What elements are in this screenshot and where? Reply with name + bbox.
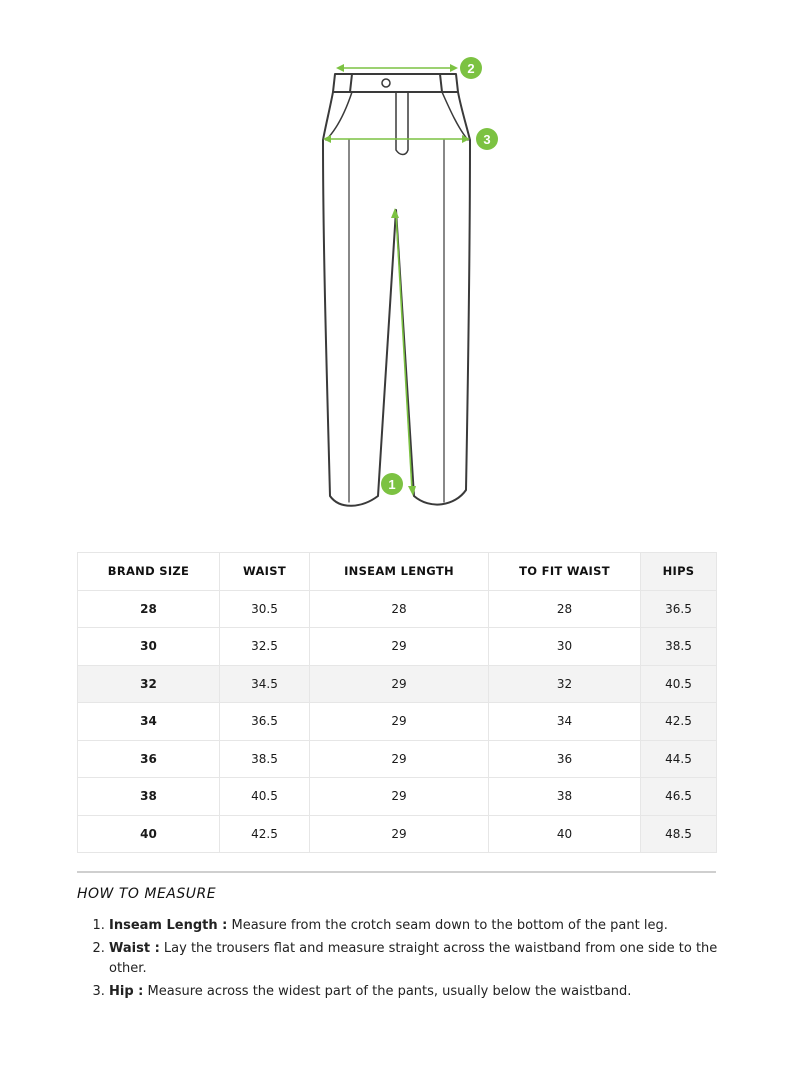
pants-measurement-diagram	[300, 50, 520, 520]
how-to-measure-title: HOW TO MEASURE	[77, 886, 217, 902]
table-row	[78, 740, 717, 778]
cell-brand-size: 32	[78, 665, 220, 703]
section-divider	[77, 871, 716, 873]
list-item-waist	[109, 939, 748, 979]
cell-hips: 44.5	[641, 740, 717, 778]
table-row	[78, 628, 717, 666]
desc-hip: Measure across the widest part of the pants, usually below the waistband.	[143, 984, 632, 999]
pants-outline	[323, 92, 470, 506]
cell-fit-waist: 32	[489, 665, 641, 703]
marker-1	[381, 473, 403, 495]
cell-hips: 38.5	[641, 628, 717, 666]
cell-hips: 46.5	[641, 778, 717, 816]
term-waist: Waist :	[109, 941, 160, 956]
table-row	[78, 778, 717, 816]
term-inseam: Inseam Length :	[109, 918, 228, 933]
table-header-row	[78, 553, 717, 591]
svg-text:3: 3	[483, 132, 491, 147]
cell-hips: 48.5	[641, 815, 717, 853]
cell-brand-size: 36	[78, 740, 220, 778]
cell-waist: 32.5	[220, 628, 310, 666]
cell-waist: 40.5	[220, 778, 310, 816]
marker-2	[460, 57, 482, 79]
cell-inseam: 29	[310, 703, 489, 741]
cell-hips: 42.5	[641, 703, 717, 741]
cell-inseam: 29	[310, 628, 489, 666]
cell-inseam: 29	[310, 665, 489, 703]
cell-waist: 36.5	[220, 703, 310, 741]
cell-hips: 36.5	[641, 590, 717, 628]
list-item-hip	[109, 982, 748, 1002]
cell-brand-size: 34	[78, 703, 220, 741]
table-row	[78, 665, 717, 703]
table-row	[78, 815, 717, 853]
size-chart-table	[77, 552, 717, 853]
cell-inseam: 29	[310, 740, 489, 778]
header-to-fit-waist: TO FIT WAIST	[489, 553, 641, 591]
cell-inseam: 29	[310, 778, 489, 816]
marker-3	[476, 128, 498, 150]
header-waist: WAIST	[220, 553, 310, 591]
cell-hips: 40.5	[641, 665, 717, 703]
cell-waist: 34.5	[220, 665, 310, 703]
cell-fit-waist: 40	[489, 815, 641, 853]
term-hip: Hip :	[109, 984, 144, 999]
cell-waist: 38.5	[220, 740, 310, 778]
cell-fit-waist: 38	[489, 778, 641, 816]
list-item-inseam	[109, 916, 748, 936]
cell-waist: 42.5	[220, 815, 310, 853]
cell-fit-waist: 34	[489, 703, 641, 741]
cell-fit-waist: 30	[489, 628, 641, 666]
cell-inseam: 29	[310, 815, 489, 853]
cell-brand-size: 28	[78, 590, 220, 628]
svg-text:1: 1	[388, 477, 396, 492]
header-inseam-length: INSEAM LENGTH	[310, 553, 489, 591]
desc-inseam: Measure from the crotch seam down to the bottom of the pant leg.	[227, 918, 668, 933]
inseam-arrow	[396, 214, 412, 490]
cell-brand-size: 40	[78, 815, 220, 853]
desc-waist: Lay the trousers flat and measure straight across the waistband from one side to the other.	[109, 941, 718, 976]
cell-brand-size: 38	[78, 778, 220, 816]
table-row	[78, 703, 717, 741]
cell-inseam: 28	[310, 590, 489, 628]
cell-waist: 30.5	[220, 590, 310, 628]
header-hips: HIPS	[641, 553, 717, 591]
cell-fit-waist: 36	[489, 740, 641, 778]
cell-fit-waist: 28	[489, 590, 641, 628]
cell-brand-size: 30	[78, 628, 220, 666]
how-to-measure-list	[77, 916, 748, 1005]
table-row	[78, 590, 717, 628]
svg-text:2: 2	[467, 61, 475, 76]
header-brand-size: BRAND SIZE	[78, 553, 220, 591]
button-icon	[382, 79, 390, 87]
